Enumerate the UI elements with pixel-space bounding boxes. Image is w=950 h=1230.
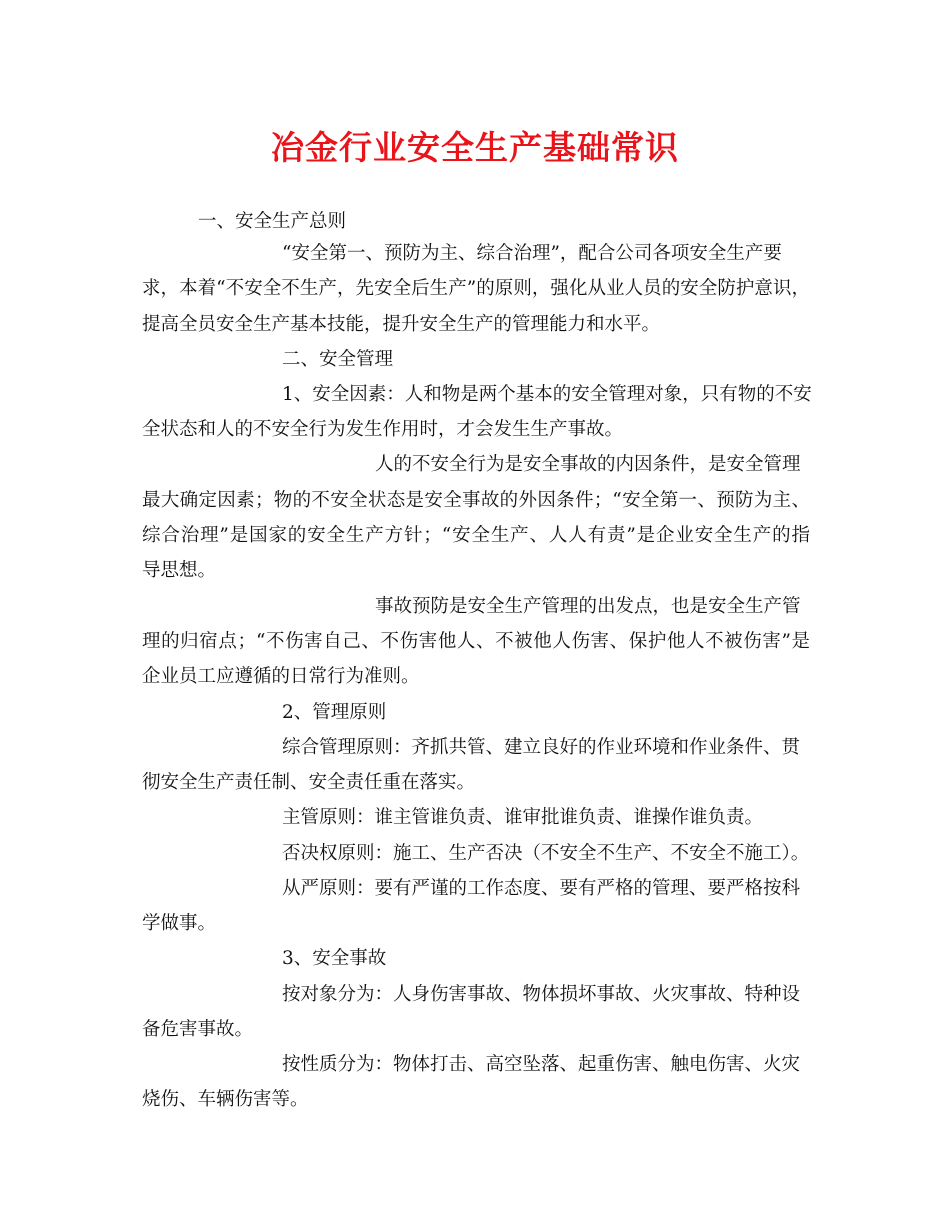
paragraph-line: 事故预防是安全生产管理的出发点，也是安全生产管 [375,596,801,617]
paragraph-line: 烧伤、车辆伤害等。 [142,1089,309,1110]
section-heading: 一、安全生产总则 [198,211,347,232]
paragraph-line: 按性质分为：物体打击、高空坠落、起重伤害、触电伤害、火灾 [282,1054,801,1075]
paragraph-line: 综合治理”是国家的安全生产方针；“安全生产、人人有责”是企业安全生产的指 [142,525,810,546]
paragraph-line: 否决权原则：施工、生产否决（不安全不生产、不安全不施工）。 [282,843,810,864]
document-title: 冶金行业安全生产基础常识 [271,128,679,167]
paragraph-line: 按对象分为：人身伤害事故、物体损坏事故、火灾事故、特种设 [282,984,801,1005]
paragraph-line: 彻安全生产责任制、安全责任重在落实。 [142,772,476,793]
paragraph-line: 理的归宿点；“不伤害自己、不伤害他人、不被他人伤害、保护他人不被伤害”是 [142,631,810,652]
paragraph-line: 提高全员安全生产基本技能，提升安全生产的管理能力和水平。 [142,314,661,335]
paragraph-line: 从严原则：要有严谨的工作态度、要有严格的管理、要严格按科 [282,878,801,899]
section-heading: 2、管理原则 [282,702,387,723]
paragraph-line: 全状态和人的不安全行为发生作用时，才会发生生产事故。 [142,419,624,440]
paragraph-line: 综合管理原则：齐抓共管、建立良好的作业环境和作业条件、贯 [282,737,801,758]
paragraph-line: “安全第一、预防为主、综合治理”，配合公司各项安全生产要 [282,243,782,264]
section-heading: 二、安全管理 [282,349,394,370]
paragraph-line: 求，本着“不安全不生产，先安全后生产”的原则，强化从业人员的安全防护意识， [142,278,810,299]
paragraph-line: 导思想。 [142,560,217,581]
paragraph-line: 主管原则：谁主管谁负责、谁审批谁负责、谁操作谁负责。 [282,807,764,828]
paragraph-line: 企业员工应遵循的日常行为准则。 [142,666,420,687]
paragraph-line: 人的不安全行为是安全事故的内因条件，是安全管理 [375,454,801,475]
paragraph-line: 学做事。 [142,913,217,934]
section-heading: 3、安全事故 [282,948,387,969]
paragraph-line: 备危害事故。 [142,1019,254,1040]
paragraph-line: 1、安全因素：人和物是两个基本的安全管理对象，只有物的不安 [282,384,812,405]
paragraph-line: 最大确定因素；物的不安全状态是安全事故的外因条件；“安全第一、预防为主、 [142,490,810,511]
